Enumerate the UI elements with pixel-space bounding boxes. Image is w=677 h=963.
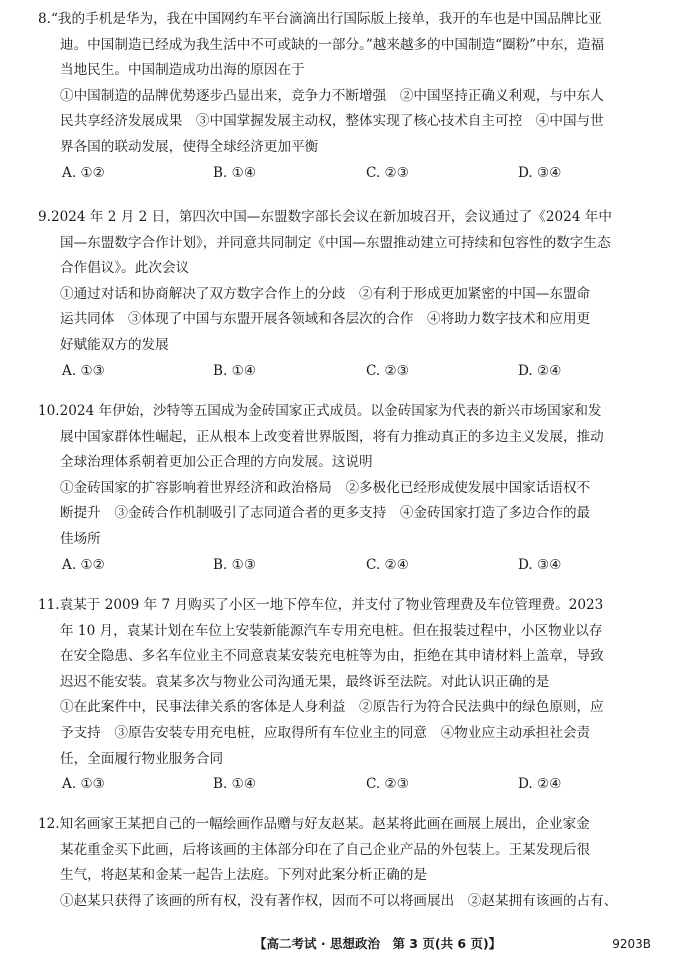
question-stem-line: 全球治理体系朝着更加公正合理的方向发展。这说明 — [60, 454, 373, 471]
option-d[interactable]: D. ②④ — [518, 362, 562, 379]
option-d[interactable]: D. ③④ — [518, 164, 562, 181]
option-c[interactable]: C. ②③ — [366, 164, 409, 181]
question-statement-line: 予支持 ③原告安装专用充电桩，应取得所有车位业主的同意 ④物业应主动承担社会责 — [60, 724, 591, 741]
question-8 — [38, 7, 650, 186]
question-stem-line: 合作倡议》。此次会议 — [60, 260, 190, 277]
question-statement-line: ①通过对话和协商解决了双方数字合作上的分歧 ②有利于形成更加紧密的中国—东盟命 — [60, 285, 591, 302]
question-stem-line: 12.知名画家王某把自己的一幅绘画作品赠与好友赵某。赵某将此画在画展上展出，企业家金 — [38, 816, 590, 832]
question-stem-line: 国—东盟数字合作计划》，并同意共同制定《中国—东盟推动建立可持续和包容性的数字生态 — [60, 234, 611, 251]
question-stem-line: 某花重金买下此画，后将该画的主体部分印在了自己企业产品的外包装上。王某发现后很 — [60, 841, 591, 858]
option-b[interactable]: B. ①③ — [213, 556, 257, 573]
question-stem-line: 在安全隐患、多名车位业主不同意袁某安装充电桩等为由，拒绝在其申请材料上盖章，导致 — [60, 648, 604, 665]
question-stem-line: 生气，将赵某和金某一起告上法庭。下列对此案分析正确的是 — [60, 867, 428, 884]
option-a[interactable]: A. ①③ — [62, 776, 105, 793]
option-c[interactable]: C. ②④ — [366, 556, 409, 573]
question-stem-line: 9.2024 年 2 月 2 日，第四次中国—东盟数字部长会议在新加坡召开，会议通过了《2024 年中 — [38, 209, 612, 225]
option-b[interactable]: B. ①④ — [213, 164, 257, 181]
question-9 — [38, 205, 650, 384]
question-stem-line: 11.袁某于 2009 年 7 月购买了小区一地下停车位，并支付了物业管理费及车位管理费。2023 — [38, 597, 604, 613]
option-a[interactable]: A. ①② — [62, 556, 105, 573]
question-stem-line: 当地民生。中国制造成功出海的原因在于 — [60, 62, 305, 79]
option-c[interactable]: C. ②③ — [366, 362, 409, 379]
question-statement-line: 界各国的联动发展，使得全球经济更加平衡 — [60, 138, 319, 155]
question-12 — [38, 812, 650, 914]
question-stem-line: 8.“我的手机是华为，我在中国网约车平台滴滴出行国际版上接单，我开的车也是中国品牌比亚 — [38, 11, 602, 27]
footer-paper-code: 9203B — [612, 937, 651, 951]
option-c[interactable]: C. ②③ — [366, 776, 409, 793]
question-statement-line: 任，全面履行物业服务合同 — [60, 750, 224, 767]
option-d[interactable]: D. ③④ — [518, 556, 562, 573]
question-11 — [38, 593, 650, 798]
answer-options — [38, 161, 650, 187]
page-footer — [0, 934, 677, 954]
question-statement-line: 好赋能双方的发展 — [60, 336, 169, 353]
question-statement-line: 佳场所 — [60, 530, 101, 547]
question-stem-line: 10.2024 年伊始，沙特等五国成为金砖国家正式成员。以金砖国家为代表的新兴市场国家和发 — [38, 403, 602, 419]
question-stem-line: 迪。中国制造已经成为我生活中不可或缺的一部分。”越来越多的中国制造“圈粉”中东，造福 — [60, 36, 605, 53]
option-b[interactable]: B. ①④ — [213, 776, 257, 793]
question-10 — [38, 399, 650, 578]
option-d[interactable]: D. ②④ — [518, 776, 562, 793]
answer-options — [38, 553, 650, 579]
question-statement-line: 民共享经济发展成果 ③中国掌握发展主动权，整体实现了核心技术自主可控 ④中国与世 — [60, 113, 604, 130]
question-statement-line: 断提升 ③金砖合作机制吸引了志同道合者的更多支持 ④金砖国家打造了多边合作的最 — [60, 505, 591, 522]
footer-page-info: 【高二考试 · 思想政治 第 3 页(共 6 页)】 — [254, 936, 502, 951]
question-statement-line: 运共同体 ③体现了中国与东盟开展各领域和各层次的合作 ④将助力数字技术和应用更 — [60, 311, 591, 328]
question-statement-line: ①金砖国家的扩容影响着世界经济和政治格局 ②多极化已经形成使发展中国家话语权不 — [60, 479, 591, 496]
question-statement-line: ①在此案件中，民事法律关系的客体是人身利益 ②原告行为符合民法典中的绿色原则，应 — [60, 699, 604, 716]
question-stem-line: 迟迟不能安装。袁某多次与物业公司沟通无果，最终诉至法院。对此认识正确的是 — [60, 673, 550, 690]
answer-options — [38, 359, 650, 385]
question-stem-line: 年 10 月，袁某计划在车位上安装新能源汽车专用充电桩。但在报装过程中，小区物业以存 — [60, 622, 603, 639]
option-a[interactable]: A. ①② — [62, 164, 105, 181]
answer-options — [38, 772, 650, 798]
question-statement-line: ①赵某只获得了该画的所有权，没有著作权，因而不可以将画展出 ②赵某拥有该画的占有、 — [60, 892, 618, 909]
question-statement-line: ①中国制造的品牌优势逐步凸显出来，竞争力不断增强 ②中国坚持正确义利观，与中东人 — [60, 87, 604, 104]
option-b[interactable]: B. ①④ — [213, 362, 257, 379]
option-a[interactable]: A. ①③ — [62, 362, 105, 379]
question-stem-line: 展中国家群体性崛起，正从根本上改变着世界版图，将有力推动真正的多边主义发展，推动 — [60, 428, 604, 445]
